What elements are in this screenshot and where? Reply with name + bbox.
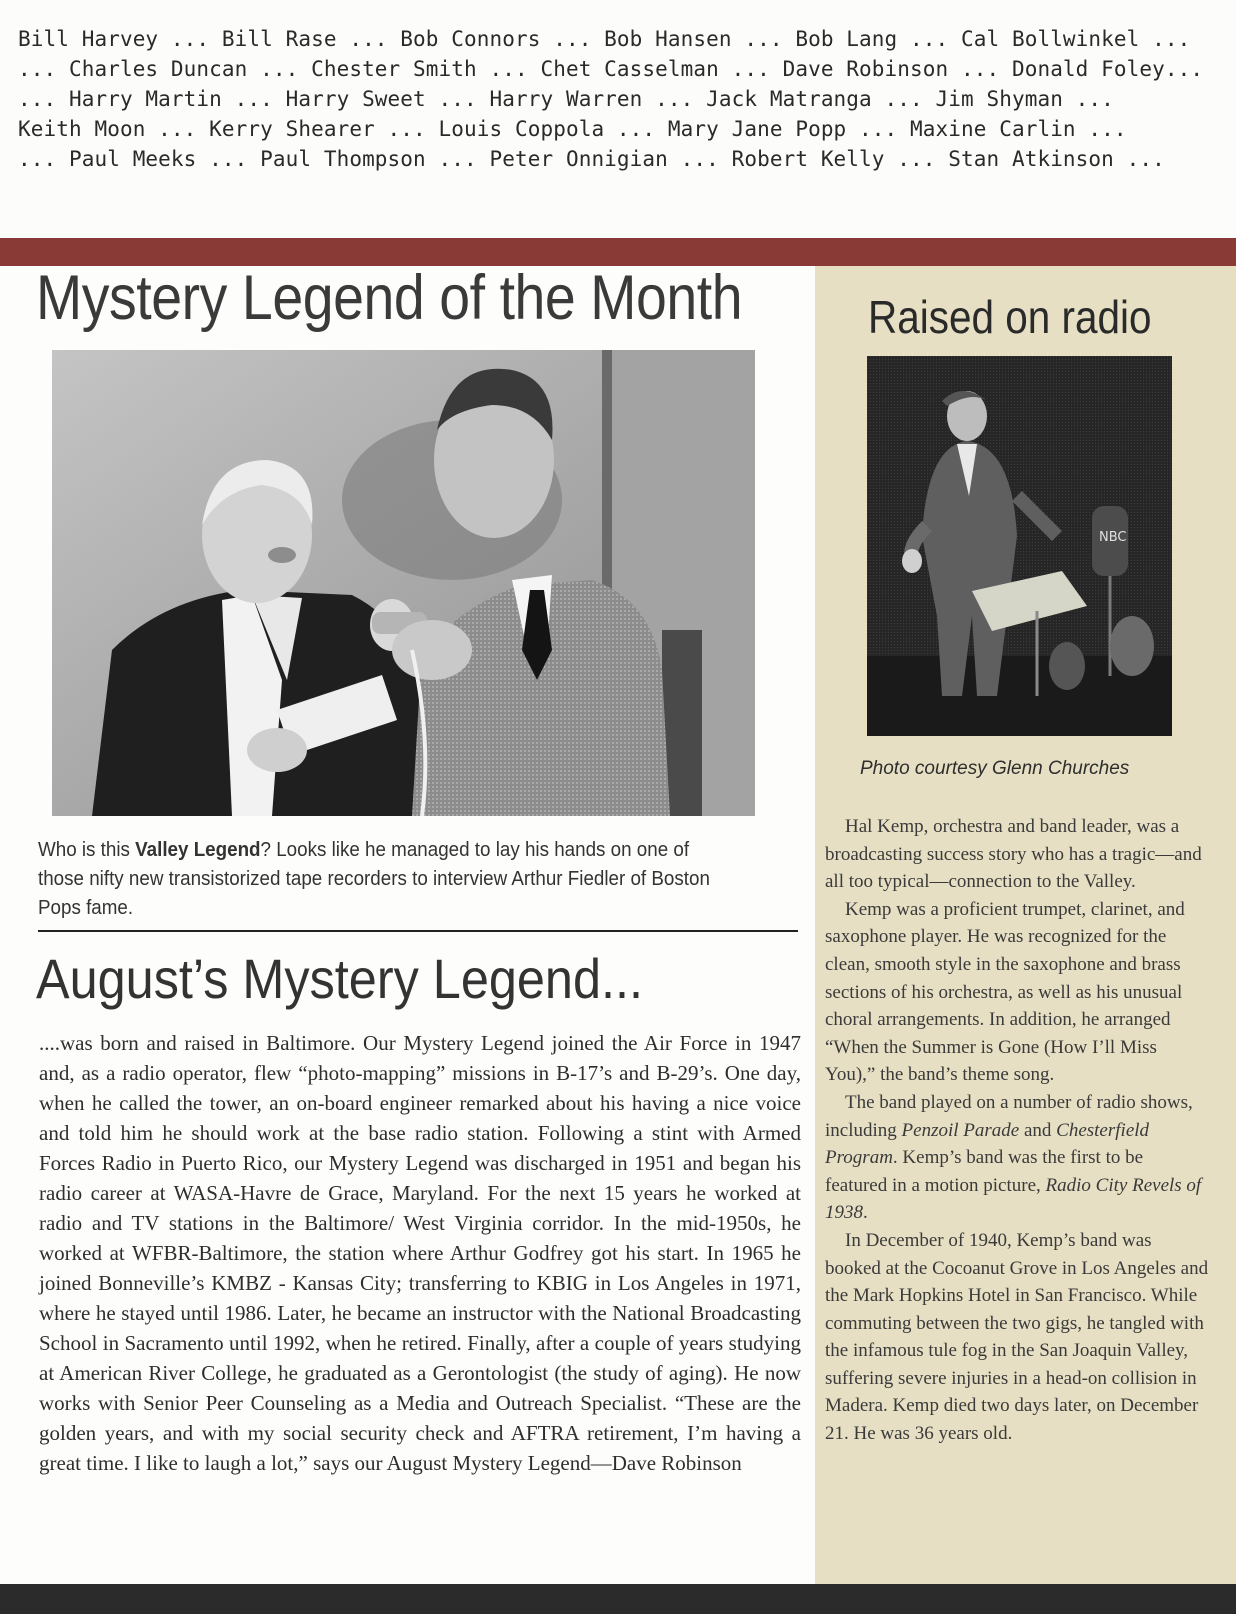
sidebar-text: and: [1019, 1119, 1057, 1141]
article-body: ....was born and raised in Baltimore. Our Mystery Legend joined the Air Force in 1947 and, as a radio operator, flew “photo-mapping” missions in B-17’s and B-29’s. One day, when he called the tower, an on-board engineer remarked about his having a nice voice and told him he should work at the base radio station. Following a stint with Armed Forces Radio in Puerto Rico, our Mystery Legend was discharged in 1951 and began his radio career at WASA-Havre de Grace, Maryland. For the next 15 years he worked at radio and TV stations in the Baltimore/ West Virginia corridor. In the mid-1950s, he worked at WFBR-Baltimore, the station where Arthur Godfrey got his start. In 1965 he joined Bonneville’s KMBZ - Kansas City; transferring to KBIG in Los Angeles in 1971, where he stayed until 1986. Later, he became an instructor with the National Broadcasting School in Sacramento until 1992, when he retired. Finally, after a couple of years studying at American River College, he graduated as a Gerontologist (the study of aging). He now works with Senior Peer Counseling as a Media and Outreach Specialist. “These are the golden years, and with my social security check and AFTRA retirement, I’m having a great time. I like to laugh a lot,” says our August Mystery Legend—Dave Robinson: [39, 1031, 801, 1475]
sidebar-text: The band played on a number of radio shows, including: [825, 1091, 1193, 1141]
names-list: [18, 24, 1218, 174]
sidebar-title: Raised on radio: [868, 291, 1152, 343]
names-line: ... Charles Duncan ... Chester Smith ... Chet Casselman ... Dave Robinson ... Donald Foley...: [18, 57, 1204, 81]
mic-label: NBC: [1099, 530, 1127, 545]
caption-text-start: Who is this: [38, 839, 136, 861]
sidebar-paragraph: [825, 1089, 1210, 1227]
page-headline: Mystery Legend of the Month: [36, 263, 743, 333]
photo-caption: [38, 836, 738, 923]
interview-photo: [52, 350, 755, 816]
sidebar-paragraph: In December of 1940, Kemp’s band was booked at the Cocoanut Grove in Los Angeles and the Mark Hopkins Hotel in San Francisco. While commuting between the two gigs, he tangled with the infamous tule fog in the San Joaquin Valley, suffering severe injuries in a head-on collision in Madera. Kemp died two days later, on December 21. He was 36 years old.: [825, 1229, 1209, 1445]
sidebar-text: . Kemp’s band was the first to be featured in a motion picture,: [825, 1147, 1144, 1196]
caption-bold-term: Valley Legend: [135, 839, 261, 861]
names-line: ... Harry Martin ... Harry Sweet ... Harry Warren ... Jack Matranga ... Jim Shyman ...: [18, 87, 1114, 111]
sidebar-text: .: [863, 1202, 868, 1224]
show-title: Chesterfield Program: [825, 1119, 1150, 1169]
section-subhead: August’s Mystery Legend...: [36, 947, 643, 1010]
caption-text-end: ? Looks like he managed to lay his hands on one of those nifty new transistorized tape recorders to interview Arthur Fiedler of Boston Pops fame.: [38, 839, 710, 919]
show-title: Penzoil Parade: [901, 1119, 1020, 1141]
names-line: ... Paul Meeks ... Paul Thompson ... Peter Onnigian ... Robert Kelly ... Stan Atkinson ...: [18, 147, 1165, 171]
film-title: Radio City Revels of 1938: [825, 1174, 1202, 1224]
names-line: Bill Harvey ... Bill Rase ... Bob Connors ... Bob Hansen ... Bob Lang ... Cal Bollwinkel ...: [18, 27, 1191, 51]
names-line: Keith Moon ... Kerry Shearer ... Louis Coppola ... Mary Jane Popp ... Maxine Carlin ...: [18, 117, 1127, 141]
section-divider: [38, 930, 798, 932]
bottom-bar: [0, 1584, 1236, 1614]
sidebar-paragraph: Hal Kemp, orchestra and band leader, was a broadcasting success story who has a tragic—and all too typical—connection to the Valley.: [825, 816, 1202, 893]
band-leader-photo: [867, 356, 1172, 736]
photo-credit: Photo courtesy Glenn Churches: [860, 758, 1130, 779]
sidebar-paragraph: Kemp was a proficient trumpet, clarinet, and saxophone player. He was recognized for the clean, smooth style in the saxophone and brass sections of his orchestra, as well as his unusual choral arrangements. In addition, he arranged “When the Summer is Gone (How I’ll Miss You),” the band’s theme song.: [825, 898, 1185, 1086]
sidebar-article: [825, 813, 1210, 1448]
